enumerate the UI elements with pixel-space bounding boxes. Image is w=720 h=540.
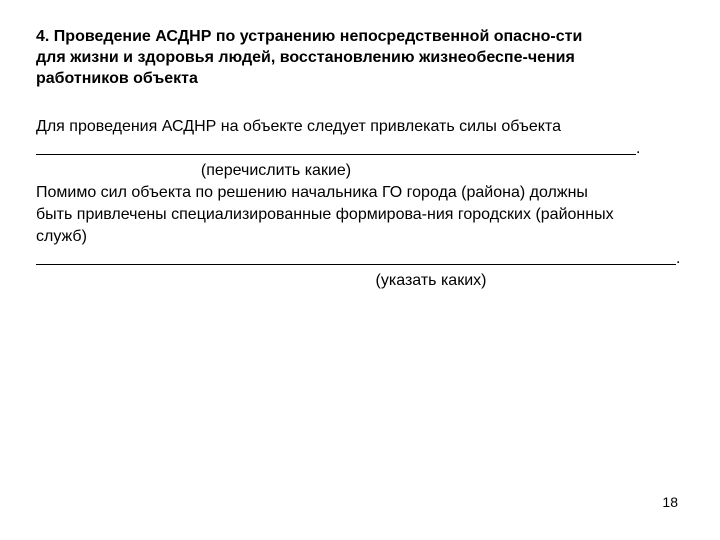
paragraph-forces-of-object: Для проведения АСДНР на объекте следует привлекать силы объекта <box>36 118 561 135</box>
heading-line-2: для жизни и здоровья людей, восстановлению жизнеобеспе-чения <box>36 49 575 66</box>
hint-specify-which: (указать каких) <box>375 272 487 289</box>
underline-blank-2 <box>36 264 676 265</box>
heading-line-3: работников объекта <box>36 70 198 87</box>
section-heading <box>36 26 686 89</box>
fill-in-line-1 <box>36 138 696 160</box>
paragraph-additional-forces-line-1: Помимо сил объекта по решению начальника ГО города (района) должны <box>36 184 588 201</box>
blank-2-period: . <box>676 250 681 267</box>
paragraph-additional-forces-line-2: быть привлечены специализированные формирова-ния городских (районных <box>36 206 614 223</box>
fill-in-line-2 <box>36 248 696 270</box>
blank-1-period: . <box>636 140 641 157</box>
page-number: 18 <box>662 494 678 510</box>
heading-line-1: 4. Проведение АСДНР по устранению непосредственной опасно-сти <box>36 28 583 45</box>
paragraph-additional-forces-line-3: служб) <box>36 228 87 245</box>
hint-list-which: (перечислить какие) <box>200 162 352 179</box>
underline-blank-1 <box>36 154 636 155</box>
body-text <box>36 116 696 292</box>
